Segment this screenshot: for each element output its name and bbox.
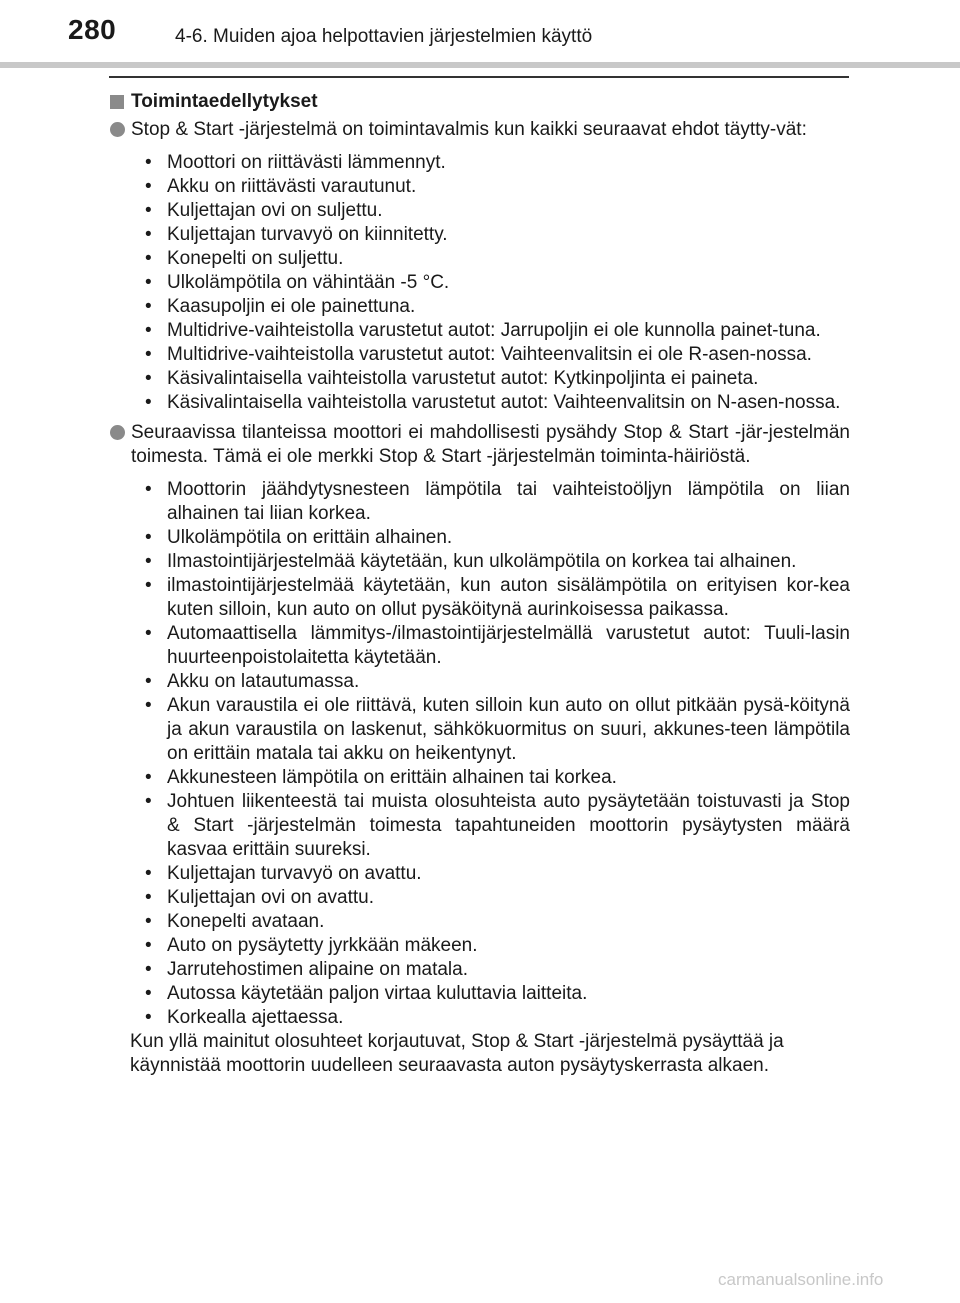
bullet-dot-icon: • (145, 863, 152, 884)
list-item-text: Kuljettajan ovi on suljettu. (167, 200, 383, 221)
list-item (143, 391, 850, 415)
list-item (143, 175, 850, 199)
condition-paragraph (110, 118, 850, 142)
list-item (143, 343, 850, 367)
list-item-text: Multidrive-vaihteistolla varustetut autot: Vaihteenvalitsin ei ole R-asen-nossa. (167, 344, 812, 365)
bullet-dot-icon: • (145, 671, 152, 692)
list-item (143, 694, 850, 766)
list-item-text: Kaasupoljin ei ole painettuna. (167, 296, 416, 317)
list-item (143, 574, 850, 622)
section-rule (109, 76, 849, 78)
list-item-text: Moottori on riittävästi lämmennyt. (167, 152, 446, 173)
bullet-dot-icon: • (145, 272, 152, 293)
bullet-dot-icon: • (145, 935, 152, 956)
list-item-text: ilmastointijärjestelmää käytetään, kun auton sisälämpötila on erityisen kor-kea kuten silloin, kun auto on ollut pysäköitynä aurinkoisessa paikassa. (167, 575, 850, 620)
list-item (143, 862, 850, 886)
bullet-dot-icon: • (145, 296, 152, 317)
list-item-text: Akkunesteen lämpötila on erittäin alhainen tai korkea. (167, 767, 617, 788)
list-item (143, 526, 850, 550)
exception-list (110, 478, 850, 1030)
list-item-text: Moottorin jäähdytysnesteen lämpötila tai vaihteistoöljyn lämpötila on liian alhainen tai liian korkea. (167, 479, 850, 524)
bullet-dot-icon: • (145, 887, 152, 908)
list-item (143, 271, 850, 295)
list-item-text: Multidrive-vaihteistolla varustetut autot: Jarrupoljin ei ole kunnolla painet-tuna. (167, 320, 821, 341)
list-item-text: Ilmastointijärjestelmää käytetään, kun ulkolämpötila on korkea tai alhainen. (167, 551, 797, 572)
list-item (143, 934, 850, 958)
bullet-dot-icon: • (145, 767, 152, 788)
list-item (143, 247, 850, 271)
exception-paragraph-text: Seuraavissa tilanteissa moottori ei mahdollisesti pysähdy Stop & Start -jär-jestelmän toimesta. Tämä ei ole merkki Stop & Start -järjestelmän toiminta-häiriöstä. (131, 422, 850, 467)
bullet-dot-icon: • (145, 695, 152, 716)
chapter-title: 4-6. Muiden ajoa helpottavien järjestelmien käyttö (175, 26, 593, 47)
bullet-dot-icon: • (145, 152, 152, 173)
list-item-text: Autossa käytetään paljon virtaa kuluttavia laitteita. (167, 983, 588, 1004)
bullet-dot-icon: • (145, 320, 152, 341)
list-item-text: Akku on latautumassa. (167, 671, 360, 692)
list-item-text: Kuljettajan ovi on avattu. (167, 887, 375, 908)
list-item (143, 1006, 850, 1030)
bullet-dot-icon: • (145, 959, 152, 980)
list-item (143, 886, 850, 910)
bullet-dot-icon: • (145, 1007, 152, 1028)
section-heading-text: Toimintaedellytykset (131, 91, 318, 112)
square-bullet-icon (110, 95, 124, 109)
bullet-dot-icon: • (145, 623, 152, 644)
list-item-text: Korkealla ajettaessa. (167, 1007, 344, 1028)
list-item (143, 367, 850, 391)
bullet-dot-icon: • (145, 344, 152, 365)
list-item-text: Akku on riittävästi varautunut. (167, 176, 417, 197)
bullet-dot-icon: • (145, 551, 152, 572)
bullet-dot-icon: • (145, 200, 152, 221)
bullet-dot-icon: • (145, 575, 152, 596)
list-item (143, 223, 850, 247)
closing-paragraph: Kun yllä mainitut olosuhteet korjautuvat, Stop & Start -järjestelmä pysäyttää ja käynnistää moottorin uudelleen seuraavasta auton pysäytyskerrasta alkaen. (130, 1031, 784, 1076)
list-item (143, 958, 850, 982)
condition-paragraph-text: Stop & Start -järjestelmä on toimintavalmis kun kaikki seuraavat ehdot täytty-vät: (131, 119, 807, 140)
bullet-dot-icon: • (145, 911, 152, 932)
condition-list (110, 151, 850, 415)
list-item-text: Auto on pysäytetty jyrkkään mäkeen. (167, 935, 478, 956)
list-item-text: Konepelti avataan. (167, 911, 325, 932)
bullet-dot-icon: • (145, 791, 152, 812)
list-item (143, 910, 850, 934)
list-item (143, 295, 850, 319)
circle-bullet-icon (110, 122, 125, 137)
list-item (143, 766, 850, 790)
list-item (143, 790, 850, 862)
bullet-dot-icon: • (145, 983, 152, 1004)
list-item-text: Johtuen liikenteestä tai muista olosuhteista auto pysäytetään toistuvasti ja Stop & Start -järjestelmän toimesta tapahtuneiden moottorin pysäytysten määrä kasvaa erittäin suureksi. (167, 791, 850, 860)
list-item-text: Kuljettajan turvavyö on avattu. (167, 863, 422, 884)
bullet-dot-icon: • (145, 224, 152, 245)
list-item-text: Käsivalintaisella vaihteistolla varustetut autot: Vaihteenvalitsin on N-asen-nossa. (167, 392, 841, 413)
list-item (143, 670, 850, 694)
list-item (143, 478, 850, 526)
list-item (143, 319, 850, 343)
circle-bullet-icon (110, 425, 125, 440)
list-item (143, 982, 850, 1006)
bullet-dot-icon: • (145, 392, 152, 413)
page-content (110, 90, 850, 1078)
list-item-text: Konepelti on suljettu. (167, 248, 344, 269)
list-item-text: Jarrutehostimen alipaine on matala. (167, 959, 469, 980)
bullet-dot-icon: • (145, 527, 152, 548)
section-heading (110, 90, 850, 114)
header-divider (0, 62, 960, 68)
exception-paragraph (110, 421, 850, 469)
list-item-text: Automaattisella lämmitys-/ilmastointijärjestelmällä varustetut autot: Tuuli-lasin huurteenpoistolaitetta käytetään. (167, 623, 850, 668)
list-item (143, 622, 850, 670)
list-item-text: Käsivalintaisella vaihteistolla varustetut autot: Kytkinpoljinta ei paineta. (167, 368, 759, 389)
list-item-text: Kuljettajan turvavyö on kiinnitetty. (167, 224, 448, 245)
list-item-text: Akun varaustila ei ole riittävä, kuten silloin kun auto on ollut pitkään pysä-köitynä ja akun varaustila on laskenut, sähkökuormitus on suuri, akkunes-teen lämpötila on erittäin matala tai akku on heikentynyt. (167, 695, 850, 764)
bullet-dot-icon: • (145, 176, 152, 197)
bullet-dot-icon: • (145, 368, 152, 389)
page-number: 280 (68, 14, 117, 45)
list-item (143, 550, 850, 574)
watermark: carmanualsonline.info (718, 1270, 884, 1289)
list-item (143, 151, 850, 175)
list-item-text: Ulkolämpötila on erittäin alhainen. (167, 527, 453, 548)
list-item (143, 199, 850, 223)
list-item-text: Ulkolämpötila on vähintään -5 °C. (167, 272, 450, 293)
page-header (0, 0, 960, 70)
bullet-dot-icon: • (145, 479, 152, 500)
bullet-dot-icon: • (145, 248, 152, 269)
